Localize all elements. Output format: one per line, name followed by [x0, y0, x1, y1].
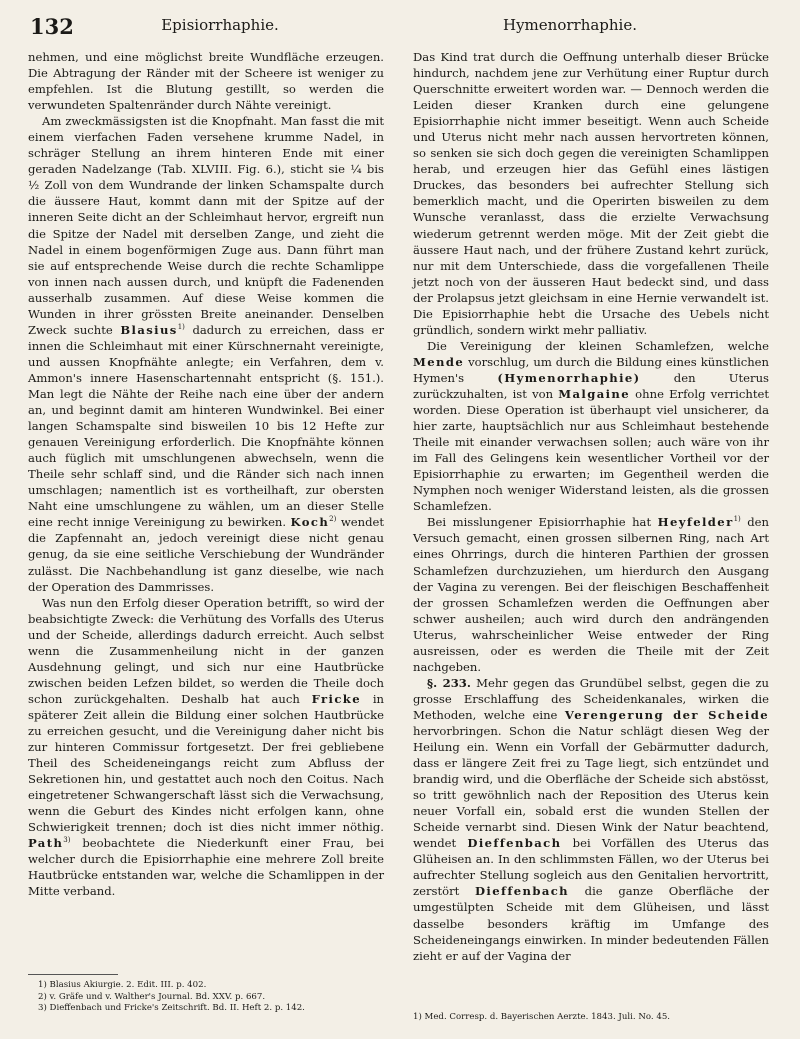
author-name: Dieffenbach: [467, 836, 562, 851]
text-run: Was nun den Erfolg dieser Operation betrifft, so wird der beabsichtigte Zweck: die Verhütung des Vorfalls des Uterus und der Scheide, allerdings dadurch erreicht. Auch selbst wenn die Zusammenheilung nicht in der ganzen Ausdehnung gelingt, und sich nur eine Hautbrücke zwischen beiden Lefzen bildet, so werden die Theile doch schon zurückgehalten. Deshalb hat auch: [28, 595, 384, 706]
text-run: den Versuch gemacht, einen grossen silbernen Ring, nach Art eines Ohrrings, durch die hinteren Parthien der grossen Schamlefzen durchzuziehen, um hierdurch den Ausgang der Vagina zu verengen. Bei der fleischigen Beschaffenheit der grossen Schamlefzen werden die Oeffnungen aber schwer ausheilen; auch wird durch den andrängenden Uterus, wahrscheinlicher Weise entweder der Ring ausreissen, oder es werden die Theile mit der Zeit nachgeben.: [413, 515, 769, 674]
author-name: Dieffenbach: [474, 884, 570, 899]
term: Verengerung der Scheide: [564, 707, 769, 722]
section-number: §. 233.: [427, 675, 471, 690]
left-column: [28, 49, 384, 899]
text-run: dadurch zu erreichen, dass er innen die Schleimhaut mit einer Kürschnernaht vereinigte, und aussen Knopfnähte anlegte; ein Verfahren, dem v. Ammon's innere Hasenschartennaht entspricht (§. 151.). Man legt die Nähte der Reihe nach eine über der andern an, und beginnt damit am hinteren Wundwinkel. Bei einer langen Schamspalte sind bisweilen 10 bis 12 Hefte zur genauen Vereinigung erforderlich. Die Knopfnähte können auch füglich mit umschlungenen abwechseln, wenn die Theile sehr schlaff sind, und die Ränder sich nach innen umschlagen; namentlich ist es vortheilhaft, zur obersten Naht eine umschlungene zu wählen, um an dieser Stelle eine recht innige Vereinigung zu bewirken.: [28, 322, 385, 530]
footnote-ref: 1): [177, 322, 185, 331]
author-name: Heyfelder: [657, 515, 734, 530]
text-run: die ganze Oberfläche der umgestülpten Scheide mit dem Glüheisen, und lässt dasselbe besonders kräftig im Umfange des Scheideneingangs einwirken. In minder bedeutenden Fällen zieht er auf der Vagina der: [413, 884, 770, 963]
text-run: beobachtete die Niederkunft einer Frau, bei welcher durch die Episiorrhaphie eine mehrere Zoll breite Hautbrücke entstanden war, welche die Schamlippen in der Mitte verband.: [28, 836, 384, 899]
footnote-divider: [28, 974, 118, 975]
paragraph: nehmen, und eine möglichst breite Wundfläche erzeugen. Die Abtragung der Ränder mit der Scheere ist weniger zu empfehlen. Ist die Blutung gestillt, so werden die verwundeten Spaltenränder durch Nähte vereinigt.: [28, 50, 384, 113]
paragraph: [413, 338, 769, 515]
page-header: [30, 14, 778, 40]
right-column: [413, 49, 769, 964]
page-number: 132: [30, 14, 74, 39]
paragraph: Das Kind trat durch die Oeffnung unterhalb dieser Brücke hindurch, nachdem jene zur Verhütung einer Ruptur durch Querschnitte erweitert worden war. — Dennoch werden die Leiden dieser Kranken durch eine gelungene Episiorrhaphie nicht immer beseitigt. Wenn auch Scheide und Uterus nicht mehr nach aussen hervortreten können, so senken sie sich doch gegen die vereinigten Schamlippen herab, und erzeugen hier das Gefühl eines lästigen Druckes, das besonders bei aufrechter Stellung sich bemerklich macht, und die Operirten bisweilen zu dem Wunsche veranlasst, dass die erzielte Verwachsung wiederum getrennt werden möge. Mit der Zeit giebt die äussere Haut nach, und der frühere Zustand kehrt zurück, nur mit dem Unterschiede, dass die vorgefallenen Theile jetzt noch von der äusseren Haut bedeckt sind, und dass der Prolapsus jetzt gleichsam in eine Hernie verwandelt ist. Die Episiorrhaphie hebt die Ursache des Uebels nicht gründlich, sondern wirkt mehr palliativ.: [413, 50, 769, 337]
author-name: Koch: [290, 515, 330, 530]
paragraph: [28, 595, 384, 900]
paragraph: [413, 514, 769, 674]
text-run: in späterer Zeit allein die Bildung einer solchen Hautbrücke zu erreichen gesucht, und die Vereinigung daher nicht bis zur hinteren Commissur fortgesetzt. Der frei gebliebene Theil des Scheideneingangs reicht zum Abfluss der Sekretionen hin, und gestattet auch noch den Coitus. Nach eingetretener Schwangerschaft lässt sich die Verwachsung, wenn die Geburt des Kindes nicht erfolgen kann, ohne Schwierigkeit trennen; doch ist dies nicht immer nöthig.: [28, 691, 385, 835]
author-name: Malgaine: [558, 386, 630, 401]
footnote: 1) Med. Corresp. d. Bayerischen Aerzte. 1843. Juli. No. 45.: [413, 1012, 671, 1022]
footnote-ref: 2): [329, 515, 337, 524]
paragraph: [28, 113, 384, 594]
term: (Hymenorrhaphie): [497, 370, 641, 385]
footnote-ref: 1): [733, 515, 741, 524]
text-run: Mehr gegen das Grundübel selbst, gegen die zu grosse Erschlaffung des Scheidenkanales, wirken die Methoden, welche eine: [413, 675, 769, 722]
footnote-ref: 3): [63, 836, 71, 845]
author-name: Mende: [413, 354, 465, 369]
footnote: 1) Blasius Akiurgie. 2. Edit. III. p. 402.: [38, 980, 207, 990]
running-head-right: Hymenorrhaphie.: [503, 16, 637, 34]
text-run: vorschlug, um durch die Bildung eines künstlichen Hymen's: [413, 354, 769, 385]
text-run: Bei misslungener Episiorrhaphie hat: [427, 515, 652, 530]
footnote: 2) v. Gräfe und v. Walther's Journal. Bd. XXV. p. 667.: [38, 991, 266, 1002]
footnotes-left: [38, 980, 384, 1015]
running-head-left: Episiorrhaphie.: [161, 16, 279, 34]
text-run: den Uterus zurückzuhalten, ist von: [413, 370, 769, 401]
text-run: ohne Erfolg verrichtet worden. Diese Operation ist überhaupt viel unsicherer, da hier zarte, hauptsächlich nur aus Schleimhaut bestehende Theile mit einander verwachsen sollen; auch wäre von ihr im Fall des Gelingens kein wesentlicher Vortheil vor der Episiorrhaphie zu erwarten; im Gegentheil werden die Nymphen noch weniger Widerstand leisten, als die grossen Schamlefzen.: [413, 386, 770, 514]
author-name: Blasius: [120, 322, 178, 337]
author-name: Fricke: [311, 691, 361, 706]
author-name: Path: [28, 836, 64, 851]
text-run: wendet die Zapfennaht an, jedoch vereinigt diese nicht genau genug, da sie eine seitliche Verschiebung der Wundränder zulässt. Die Nachbehandlung ist ganz dieselbe, wie nach der Operation des Dammrisses.: [28, 515, 385, 594]
paragraph: [413, 675, 769, 964]
text-run: bei Vorfällen des Uterus das Glüheisen an. In den schlimmsten Fällen, wo der Uterus bei aufrechter Stellung sogleich aus den Genitalien hervortritt, zerstört: [413, 836, 769, 899]
text-run: Am zweckmässigsten ist die Knopfnaht. Man fasst die mit einem vierfachen Faden versehene krumme Nadel, in schräger Stellung an ihrem hinteren Ende mit einer geraden Nadelzange (Tab. XLVIII. Fig. 6.), sticht sie ¼ bis ½ Zoll von dem Wundrande der linken Schamspalte durch die äussere Haut, kommt dann mit der Spitze auf der inneren Seite dicht an der Schleimhaut hervor, ergreift nun die Spitze der Nadel mit derselben Zange, und zieht die Nadel in einem bogenförmigen Zuge aus. Dann führt man sie auf entsprechende Weise durch die rechte Schamlippe von innen nach aussen durch, und knüpft die Fadenenden ausserhalb zusammen. Auf diese Weise kommen die Wunden in ihrer grössten Breite aneinander. Denselben Zweck suchte: [28, 114, 384, 337]
text-run: Die Vereinigung der kleinen Schamlefzen, welche: [427, 338, 769, 353]
text-run: hervorbringen. Schon die Natur schlägt diesen Weg der Heilung ein. Wenn ein Vorfall der Gebärmutter dadurch, dass er längere Zeit frei zu Tage liegt, sich entzündet und brandig wird, und die Oberfläche der Scheide sich abstösst, so tritt gewöhnlich nach der Reposition des Uterus kein neuer Vorfall ein, sobald erst die wunden Stellen der Scheide vernarbt sind. Diesen Wink der Natur beachtend, wendet: [413, 723, 769, 851]
footnote: 3) Dieffenbach und Fricke's Zeitschrift. Bd. II. Heft 2. p. 142.: [38, 1003, 305, 1014]
footnotes-right: [413, 1012, 769, 1024]
